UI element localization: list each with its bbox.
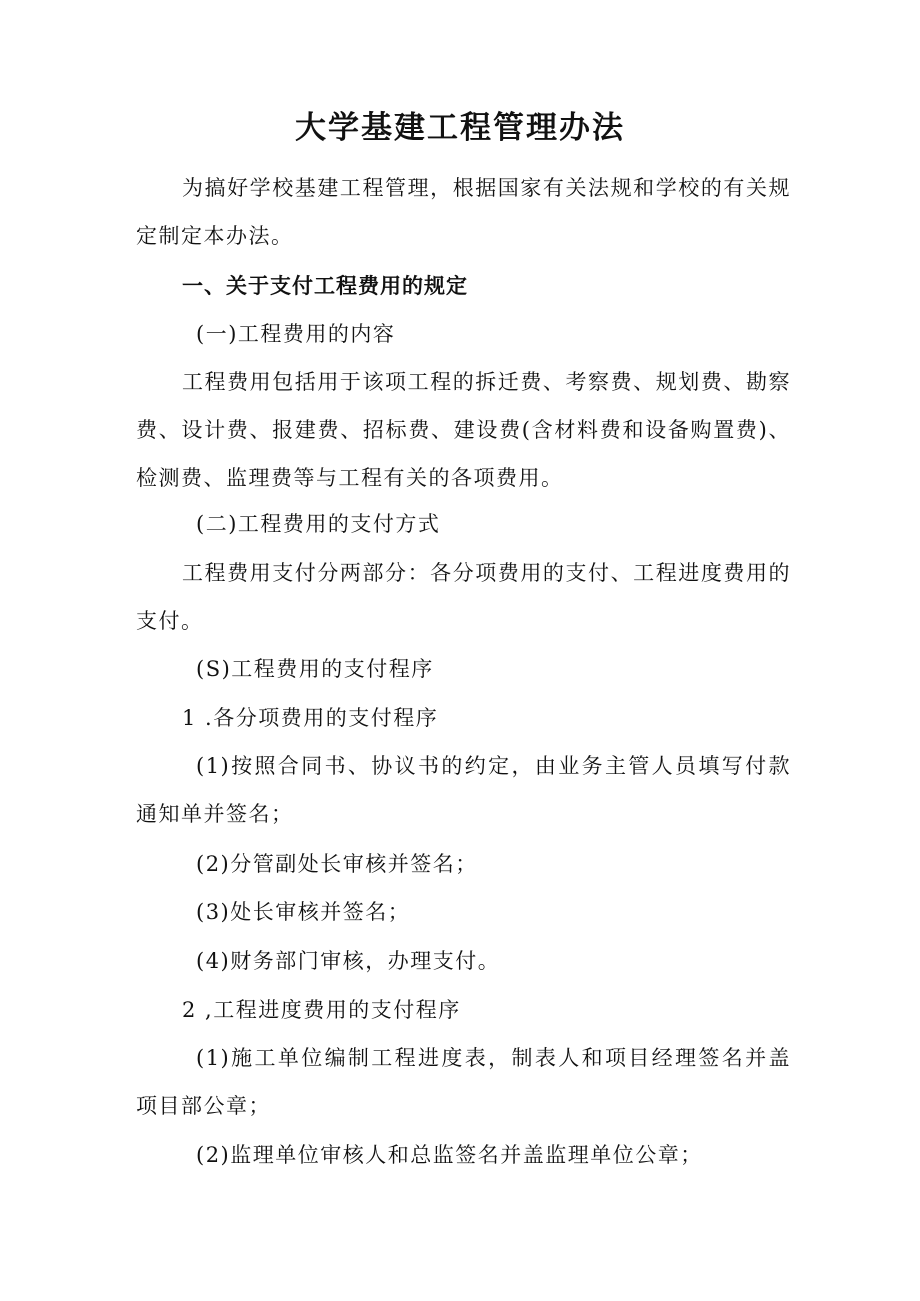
item1-step-2: (2)分管副处长审核并签名； <box>196 852 478 876</box>
costs-content-paragraph: 工程费用包括用于该项工程的拆迁费、考察费、规划费、勘察费、设计费、报建费、招标费、建设费(含材料费和设备购置费)、检测费、监理费等与工程有关的各项费用。 <box>136 370 791 490</box>
subsection-heading-1: (一)工程费用的内容 <box>196 322 396 346</box>
item1-step-3: (3)处长审核并签名； <box>196 900 411 924</box>
section-heading-1: 一、关于支付工程费用的规定 <box>182 274 468 298</box>
item-heading-1: 1 .各分项费用的支付程序 <box>182 706 439 730</box>
item2-step-1: (1)施工单位编制工程进度表，制表人和项目经理签名并盖项目部公章； <box>136 1046 791 1118</box>
subsection-heading-3: (S)工程费用的支付程序 <box>196 657 434 681</box>
item1-step-4: (4)财务部门审核，办理支付。 <box>196 949 501 973</box>
item2-step-2: (2)监理单位审核人和总监签名并盖监理单位公章； <box>196 1143 703 1167</box>
intro-paragraph: 为搞好学校基建工程管理，根据国家有关法规和学校的有关规定制定本办法。 <box>136 176 791 248</box>
subsection-heading-2: (二)工程费用的支付方式 <box>196 512 441 536</box>
item-heading-2: 2 ,工程进度费用的支付程序 <box>182 998 461 1022</box>
item1-step-1: (1)按照合同书、协议书的约定，由业务主管人员填写付款通知单并签名； <box>136 754 791 826</box>
document-title: 大学基建工程管理办法 <box>295 110 625 146</box>
payment-method-paragraph: 工程费用支付分两部分：各分项费用的支付、工程进度费用的支付。 <box>136 561 791 633</box>
